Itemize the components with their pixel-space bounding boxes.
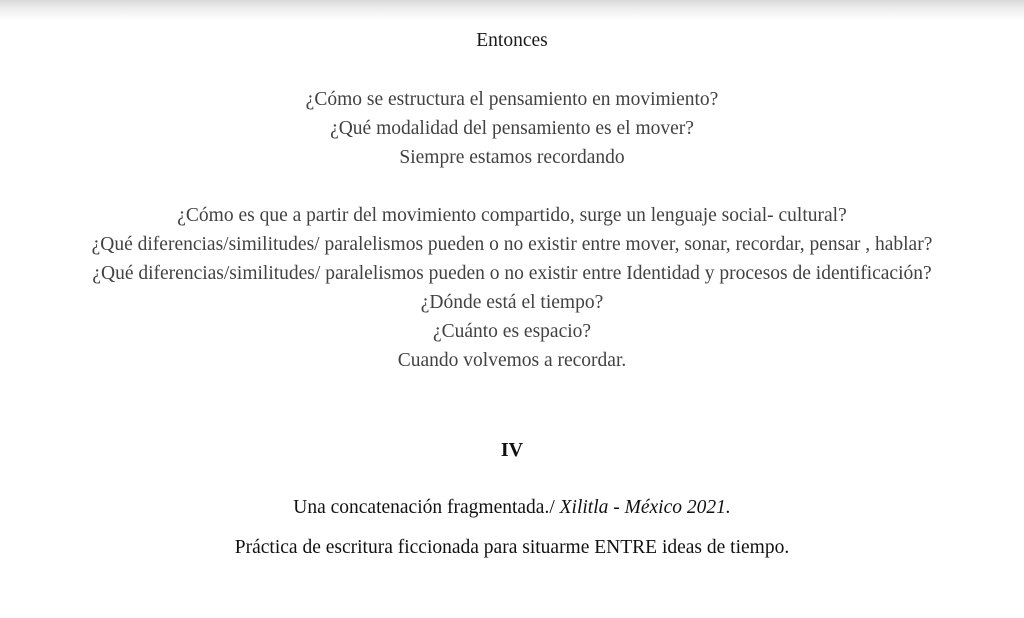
section-subtitle: Práctica de escritura ficcionada para situarme ENTRE ideas de tiempo.: [234, 537, 790, 558]
stanza2-line-2: ¿Qué diferencias/similitudes/ paralelismos pueden o no existir entre mover, sonar, recordar, pensar , hablar?: [91, 234, 933, 255]
section-title: [0, 497, 1024, 519]
intro-line: Entonces: [476, 30, 548, 51]
stanza2-line-1: ¿Cómo es que a partir del movimiento compartido, surge un lenguaje social- cultural?: [177, 205, 847, 226]
stanza1-line-3: Siempre estamos recordando: [399, 147, 625, 168]
stanza1-line-2: ¿Qué modalidad del pensamiento es el mover?: [330, 118, 694, 139]
stanza2-line-4: ¿Dónde está el tiempo?: [420, 292, 604, 313]
stanza2-line-5: ¿Cuánto es espacio?: [432, 321, 592, 342]
stanza2-line-6: Cuando volvemos a recordar.: [397, 350, 627, 371]
stanza2-line-3: ¿Qué diferencias/similitudes/ paralelismos pueden o no existir entre Identidad y procesos de identificación?: [92, 263, 932, 284]
stanza1-line-1: ¿Cómo se estructura el pensamiento en movimiento?: [305, 89, 719, 110]
section-title-text: Una concatenación fragmentada./: [293, 497, 555, 518]
section-title-place-date: Xilitla - México 2021.: [559, 497, 731, 518]
section-heading: IV: [500, 439, 524, 461]
